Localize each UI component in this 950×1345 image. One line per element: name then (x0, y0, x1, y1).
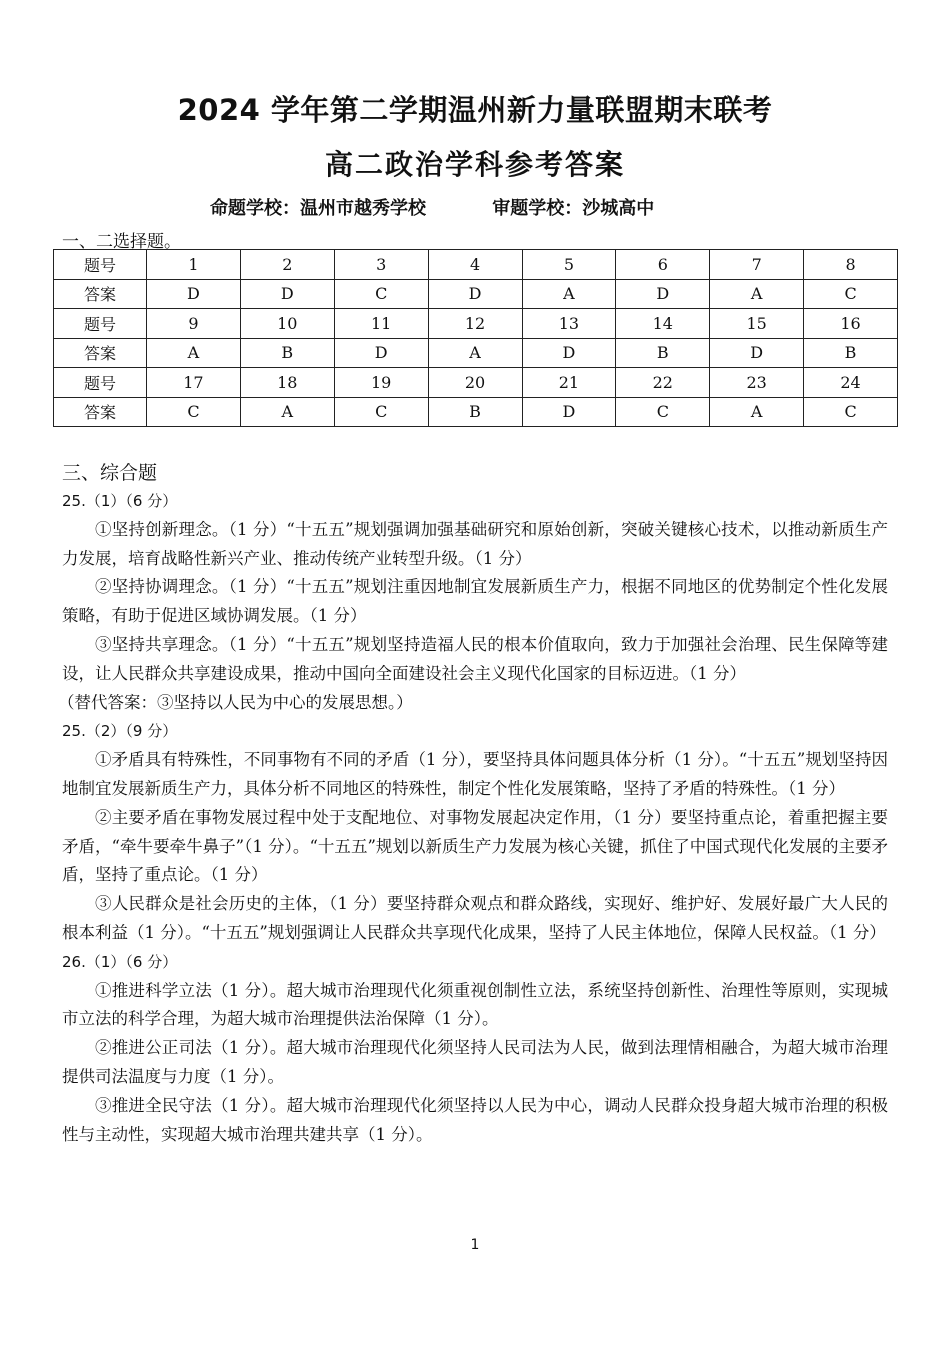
answer-paragraph: ①矛盾具有特殊性，不同事物有不同的矛盾（1 分），要坚持具体问题具体分析（1 分）。“十五五”规划坚持因地制宜发展新质生产力，具体分析不同地区的特殊性，制定个性化发展策略，坚持了矛盾的特殊性。（1 分） (62, 750, 888, 798)
table-cell: 3 (334, 250, 428, 280)
answer-paragraph: ①推进科学立法（1 分）。超大城市治理现代化须重视创制性立法，系统坚持创新性、治理性等原则，实现城市立法的科学合理，为超大城市治理提供法治保障（1 分）。 (62, 980, 888, 1029)
row-label: 题号 (54, 368, 147, 398)
answer-paragraph: ②坚持协调理念。（1 分）“十五五”规划注重因地制宜发展新质生产力，根据不同地区的优势制定个性化发展策略，有助于促进区域协调发展。（1 分） (62, 577, 888, 626)
table-cell: 13 (522, 309, 616, 339)
table-cell: B (428, 397, 522, 427)
answer-paragraph: ③人民群众是社会历史的主体，（1 分）要坚持群众观点和群众路线，实现好、维护好、发展好最广大人民的根本利益（1 分）。“十五五”规划强调让人民群众共享现代化成果，坚持了人民主体地位，保障人民权益。（1 分） (62, 894, 888, 942)
table-cell: C (616, 397, 710, 427)
table-cell: D (522, 338, 616, 368)
table-cell: 11 (334, 309, 428, 339)
table-cell: 4 (428, 250, 522, 280)
answer-paragraph: ③推进全民守法（1 分）。超大城市治理现代化须坚持以人民为中心，调动人民群众投身超大城市治理的积极性与主动性，实现超大城市治理共建共享（1 分）。 (62, 1095, 888, 1144)
page-number: 1 (470, 1237, 480, 1253)
reviewer-school: 审题学校：沙城高中 (492, 198, 655, 219)
table-cell: 10 (240, 309, 334, 339)
document-subtitle: 高二政治学科参考答案 (324, 148, 625, 181)
table-cell: 14 (616, 309, 710, 339)
answer-body (58, 487, 888, 1149)
answer-table (53, 249, 898, 427)
document-title: 2024 学年第二学期温州新力量联盟期末联考 (177, 93, 773, 127)
table-cell: A (147, 338, 241, 368)
row-label: 答案 (54, 397, 147, 427)
table-cell: 2 (240, 250, 334, 280)
table-cell: A (710, 279, 804, 309)
table-row (54, 250, 898, 280)
table-cell: C (147, 397, 241, 427)
table-cell: D (334, 338, 428, 368)
table-row (54, 368, 898, 398)
table-cell: 18 (240, 368, 334, 398)
table-row (54, 279, 898, 309)
table-cell: D (240, 279, 334, 309)
table-cell: 8 (804, 250, 898, 280)
table-cell: A (240, 397, 334, 427)
table-cell: 7 (710, 250, 804, 280)
table-cell: 12 (428, 309, 522, 339)
table-cell: A (428, 338, 522, 368)
table-cell: 9 (147, 309, 241, 339)
table-row (54, 309, 898, 339)
table-cell: C (804, 279, 898, 309)
table-cell: A (710, 397, 804, 427)
table-cell: 5 (522, 250, 616, 280)
answer-paragraph: ②推进公正司法（1 分）。超大城市治理现代化须坚持人民司法为人民，做到法理情相融合，为超大城市治理提供司法温度与力度（1 分）。 (62, 1038, 888, 1086)
answer-paragraph: ①坚持创新理念。（1 分）“十五五”规划强调加强基础研究和原始创新，突破关键核心技术，以推动新质生产力发展，培育战略性新兴产业、推动传统产业转型升级。（1 分） (62, 519, 888, 568)
section-choice-title: 一、二选择题。 (62, 232, 181, 252)
question-heading: 26.（1）（6 分） (62, 952, 178, 971)
table-row (54, 397, 898, 427)
table-cell: C (334, 279, 428, 309)
section-comprehensive-title: 三、综合题 (62, 462, 158, 484)
row-label: 答案 (54, 279, 147, 309)
row-label: 答案 (54, 338, 147, 368)
table-cell: D (616, 279, 710, 309)
table-cell: C (334, 397, 428, 427)
table-cell: B (804, 338, 898, 368)
answer-paragraph: ②主要矛盾在事物发展过程中处于支配地位、对事物发展起决定作用，（1 分）要坚持重点论，着重把握主要矛盾，“牵牛要牵牛鼻子”（1 分）。“十五五”规划以新质生产力发展为核心关键，抓住了中国式现代化发展的主要矛盾，坚持了重点论。（1 分） (62, 807, 888, 885)
table-cell: 20 (428, 368, 522, 398)
table-cell: B (240, 338, 334, 368)
alternative-answer: （替代答案：③坚持以人民为中心的发展思想。） (58, 692, 413, 712)
table-cell: 6 (616, 250, 710, 280)
table-cell: B (616, 338, 710, 368)
table-cell: 21 (522, 368, 616, 398)
table-cell: 19 (334, 368, 428, 398)
answer-paragraph: ③坚持共享理念。（1 分）“十五五”规划坚持造福人民的根本价值取向，致力于加强社会治理、民生保障等建设，让人民群众共享建设成果，推动中国向全面建设社会主义现代化国家的目标迈进。（1 分） (62, 634, 888, 683)
table-cell: D (147, 279, 241, 309)
table-cell: D (522, 397, 616, 427)
school-line (210, 194, 654, 220)
row-label: 题号 (54, 309, 147, 339)
table-cell: D (428, 279, 522, 309)
question-heading: 25.（1）（6 分） (62, 492, 178, 510)
table-cell: 17 (147, 368, 241, 398)
table-cell: 16 (804, 309, 898, 339)
table-cell: C (804, 397, 898, 427)
row-label: 题号 (54, 250, 147, 280)
table-row (54, 338, 898, 368)
table-cell: 1 (147, 250, 241, 280)
question-heading: 25.（2）（9 分） (62, 722, 178, 741)
setter-school: 命题学校：温州市越秀学校 (210, 198, 426, 219)
table-cell: 23 (710, 368, 804, 398)
table-cell: 24 (804, 368, 898, 398)
table-cell: A (522, 279, 616, 309)
table-cell: 22 (616, 368, 710, 398)
table-cell: 15 (710, 309, 804, 339)
table-cell: D (710, 338, 804, 368)
